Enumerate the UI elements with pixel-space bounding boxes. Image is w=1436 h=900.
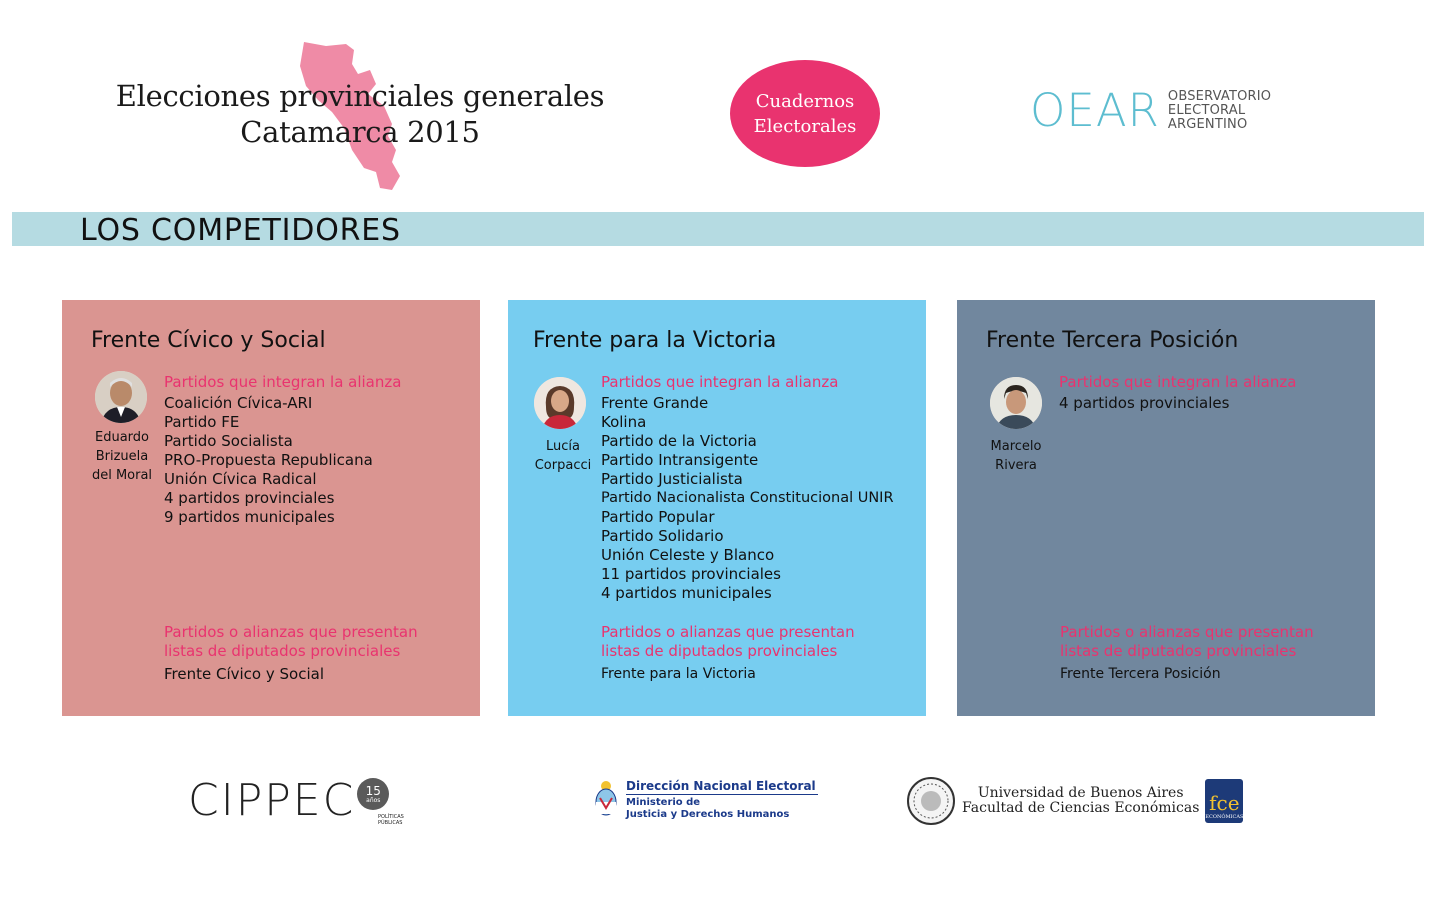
parties-heading: Partidos que integran la alianza — [164, 373, 402, 391]
lists-heading — [1060, 623, 1314, 661]
uba-fce-logo — [906, 776, 1243, 826]
list-item: Partido Solidario — [601, 527, 724, 545]
lists-heading-line-1: Partidos o alianzas que presentan — [1060, 623, 1314, 641]
competitor-card-1 — [62, 300, 480, 716]
fce-badge-subtext: ECONÓMICAS — [1205, 814, 1244, 820]
series-badge-line-1: Cuadernos — [755, 90, 855, 112]
dne-logo-subtitle-line-2: Justicia y Derechos Humanos — [626, 809, 790, 820]
dne-logo-text — [626, 778, 818, 821]
dne-logo-subtitle-line-1: Ministerio de — [626, 797, 701, 808]
list-item: Partido Intransigente — [601, 451, 759, 469]
fce-badge — [1205, 779, 1243, 823]
lists-heading-line-2: listas de diputados provinciales — [164, 642, 401, 660]
series-badge-line-2: Electorales — [753, 115, 857, 137]
party-list — [601, 394, 894, 603]
lists-heading-line-1: Partidos o alianzas que presentan — [601, 623, 855, 641]
list-item: 4 partidos provinciales — [1059, 394, 1230, 412]
uba-logo-text — [962, 786, 1199, 816]
oear-logo-text-line-3: ARGENTINO — [1167, 117, 1248, 132]
candidate-name-line-1: Eduardo — [95, 430, 149, 445]
lists-heading — [601, 623, 855, 661]
page-title-line-2: Catamarca 2015 — [240, 115, 480, 149]
card-title: Frente Cívico y Social — [91, 328, 326, 353]
card-title: Frente para la Victoria — [533, 328, 777, 353]
lists-heading-line-1: Partidos o alianzas que presentan — [164, 623, 418, 641]
dne-logo-title: Dirección Nacional Electoral — [626, 779, 816, 793]
list-item: Partido de la Victoria — [601, 432, 757, 450]
candidate-name — [526, 437, 600, 475]
competitor-card-3 — [957, 300, 1375, 716]
candidate-photo — [534, 377, 586, 429]
dne-emblem-icon — [594, 778, 618, 818]
cippec-logo — [188, 775, 404, 826]
oear-logo-text-line-1: OBSERVATORIO — [1167, 89, 1272, 104]
list-item: Unión Cívica Radical — [164, 470, 317, 488]
oear-logo-text — [1168, 90, 1271, 132]
parties-heading: Partidos que integran la alianza — [601, 373, 839, 391]
dne-logo-subtitle — [626, 797, 818, 821]
list-item: Frente Grande — [601, 394, 709, 412]
page-title — [80, 78, 640, 150]
page-title-line-1: Elecciones provinciales generales — [115, 79, 605, 113]
cippec-anniversary-badge — [357, 778, 389, 810]
dne-logo — [594, 778, 818, 821]
candidate-name-line-2: Rivera — [995, 458, 1037, 473]
list-item: Coalición Cívica-ARI — [164, 394, 313, 412]
list-item: PRO-Propuesta Republicana — [164, 451, 373, 469]
list-item: Kolina — [601, 413, 647, 431]
party-list — [1059, 394, 1229, 413]
candidate-name-line-2: Brizuela — [95, 449, 149, 464]
lists-value: Frente Cívico y Social — [164, 665, 324, 683]
uba-logo-text-line-2: Facultad de Ciencias Económicas — [962, 800, 1200, 816]
candidate-name-line-2: Corpacci — [534, 458, 592, 473]
list-item: Partido Nacionalista Constitucional UNIR — [601, 490, 894, 506]
fce-badge-mark: fce — [1209, 791, 1240, 815]
list-item: Partido Popular — [601, 508, 715, 526]
cippec-badge-number: 15 — [365, 783, 381, 798]
lists-value: Frente Tercera Posición — [1060, 666, 1221, 682]
list-item: Partido Socialista — [164, 432, 293, 450]
section-title: LOS COMPETIDORES — [80, 213, 401, 248]
lists-heading — [164, 623, 418, 661]
party-list — [164, 394, 373, 527]
candidate-name — [80, 428, 164, 485]
series-badge — [730, 60, 880, 167]
cippec-logo-text: CIPPEC — [188, 775, 356, 826]
list-item: Partido FE — [164, 413, 240, 431]
cippec-logo-subtext: POLÍTICAS PÚBLICAS — [378, 814, 404, 826]
oear-logo-mark: OEAR — [1030, 84, 1160, 137]
candidate-photo — [990, 377, 1042, 429]
list-item: Partido Justicialista — [601, 470, 743, 488]
card-title: Frente Tercera Posición — [986, 328, 1239, 353]
competitor-card-2 — [508, 300, 926, 716]
candidate-name — [979, 437, 1053, 475]
candidate-name-line-3: del Moral — [91, 468, 153, 483]
list-item: 4 partidos municipales — [601, 584, 772, 602]
lists-value: Frente para la Victoria — [601, 666, 756, 682]
list-item: 4 partidos provinciales — [164, 489, 335, 507]
lists-heading-line-2: listas de diputados provinciales — [1060, 642, 1297, 660]
candidate-name-line-1: Marcelo — [990, 439, 1042, 454]
cippec-badge-unit: años — [366, 796, 381, 804]
oear-logo — [1030, 84, 1272, 137]
list-item: 11 partidos provinciales — [601, 565, 781, 583]
list-item: 9 partidos municipales — [164, 508, 335, 526]
lists-heading-line-2: listas de diputados provinciales — [601, 642, 838, 660]
candidate-photo — [95, 371, 147, 423]
parties-heading: Partidos que integran la alianza — [1059, 373, 1297, 391]
candidate-name-line-1: Lucía — [546, 439, 580, 454]
uba-seal-icon — [906, 776, 956, 826]
uba-logo-text-line-1: Universidad de Buenos Aires — [977, 785, 1184, 801]
list-item: Unión Celeste y Blanco — [601, 546, 775, 564]
oear-logo-text-line-2: ELECTORAL — [1167, 103, 1246, 118]
